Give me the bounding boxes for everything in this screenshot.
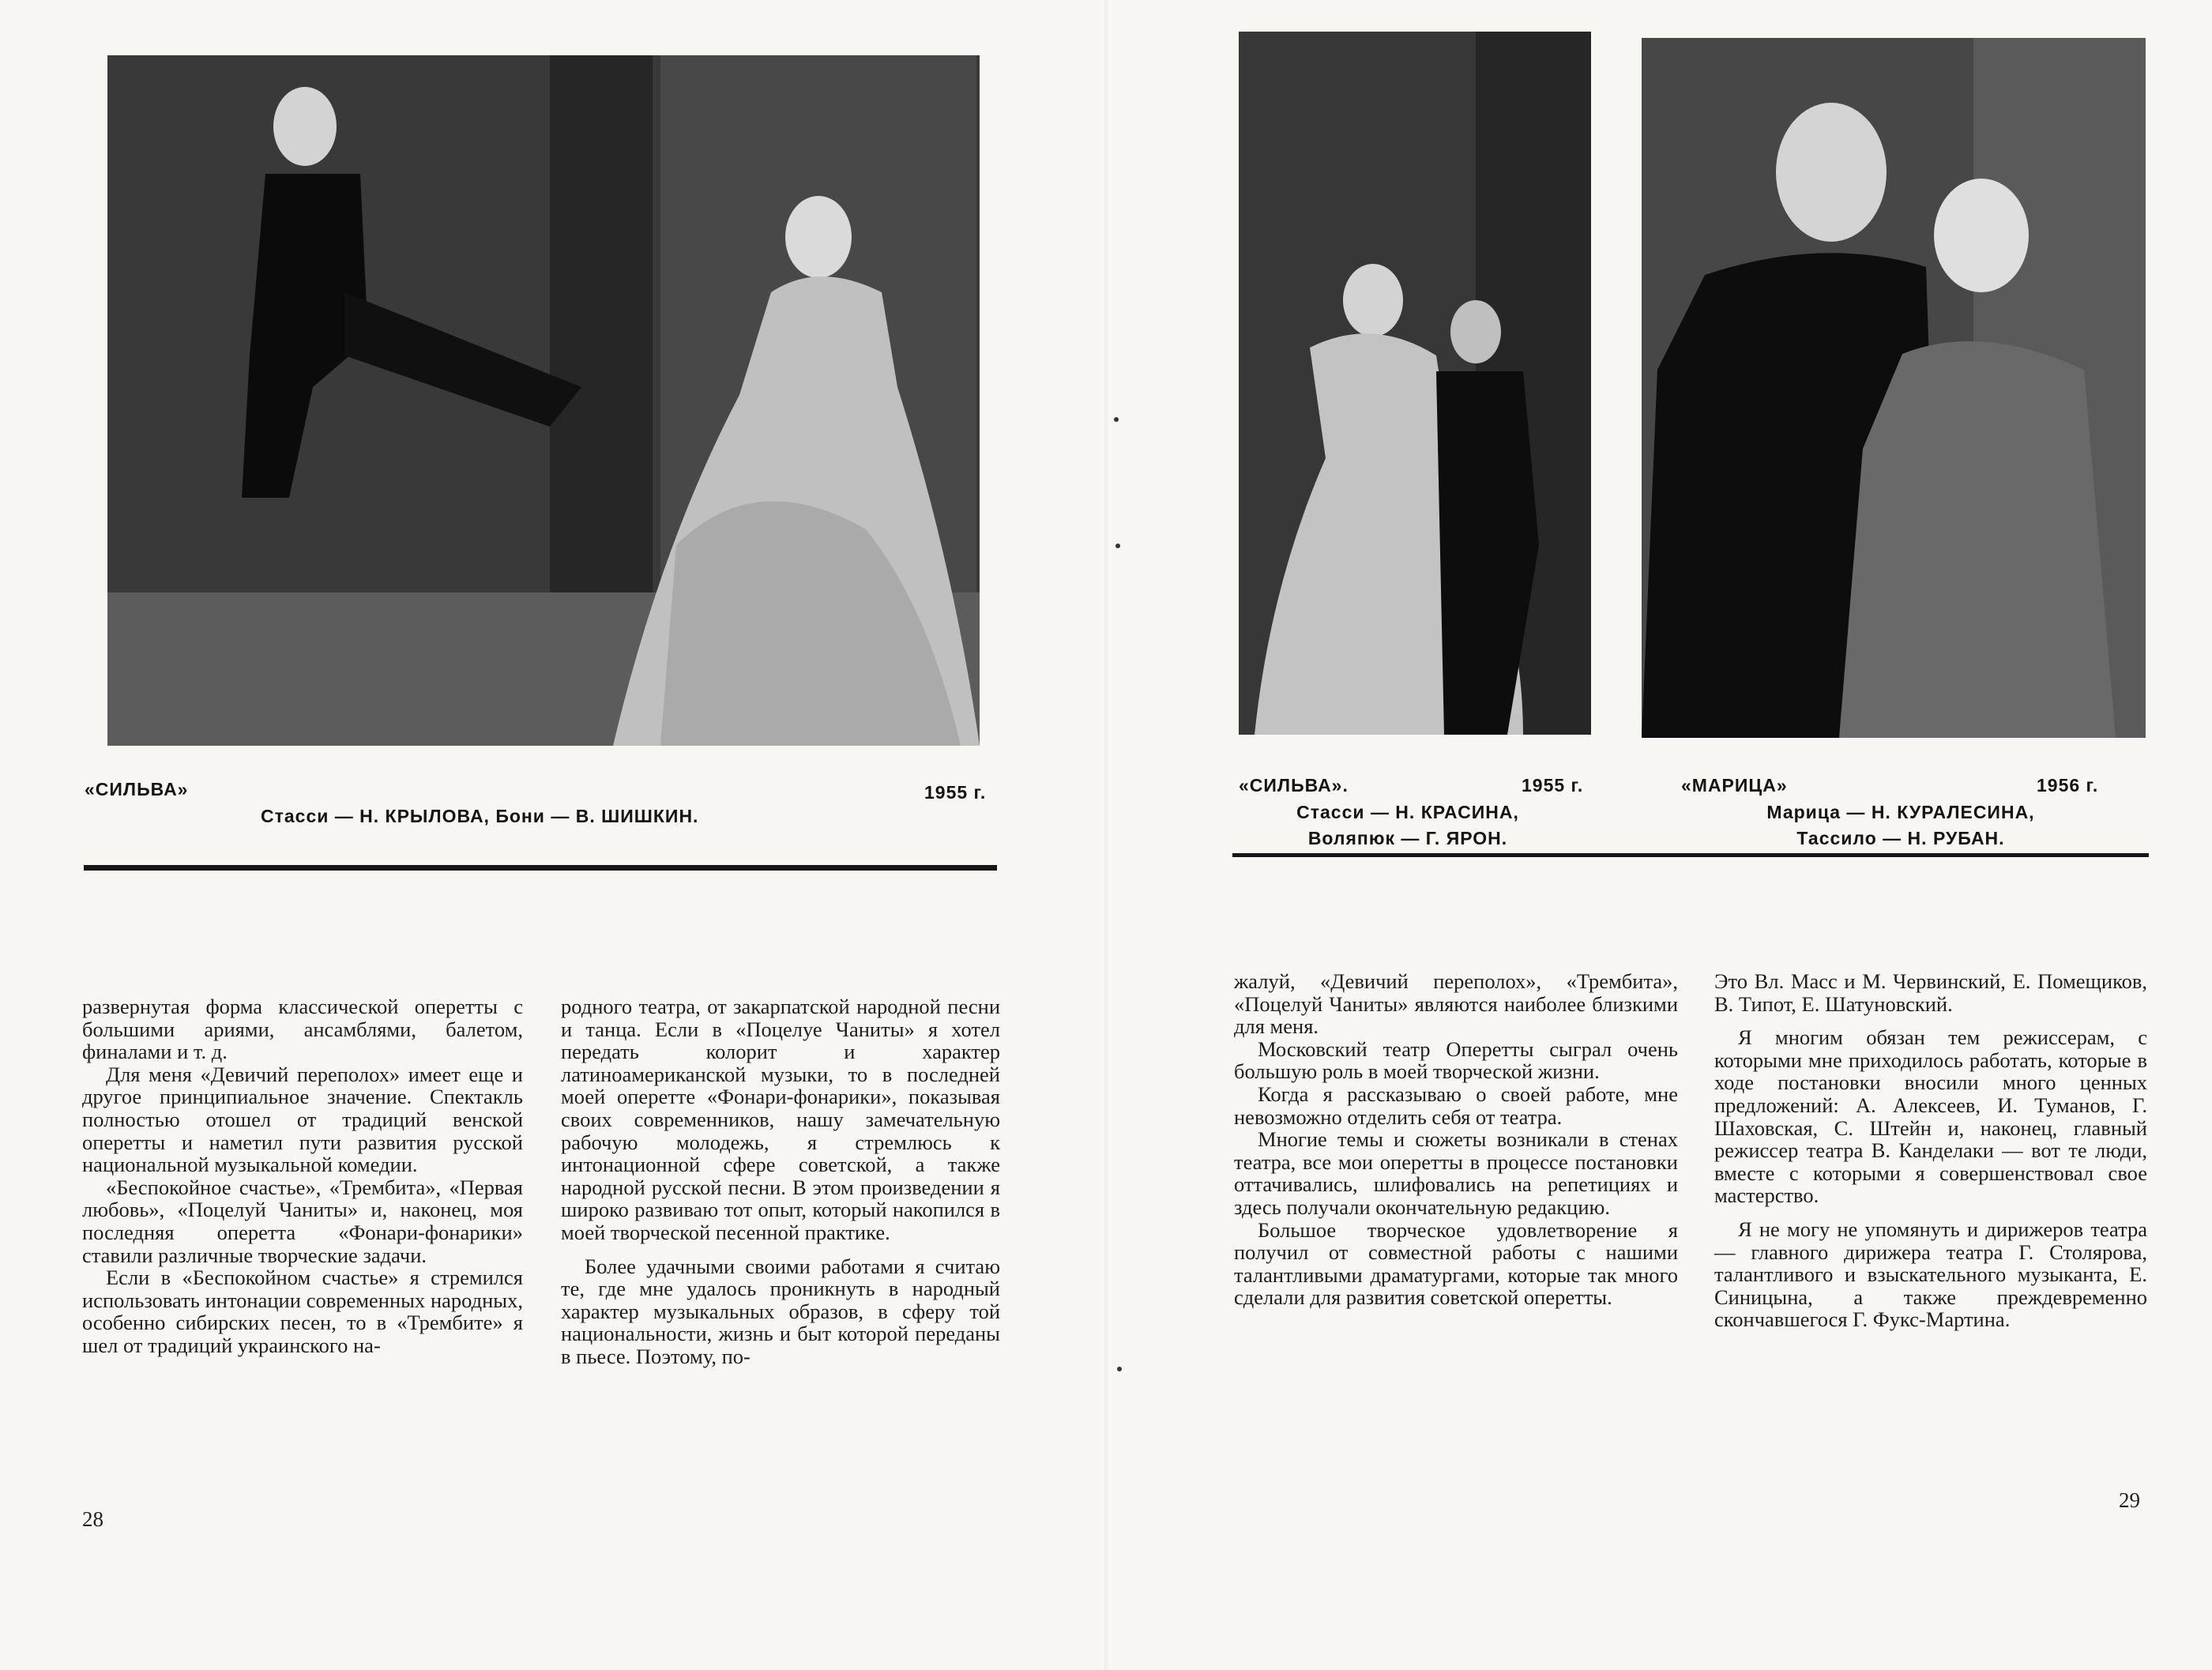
caption-year: 1955 г. xyxy=(924,782,987,803)
print-speck xyxy=(1114,417,1119,422)
caption2-title: «МАРИЦА» xyxy=(1681,775,1788,796)
caption2-year: 1956 г. xyxy=(2037,775,2099,796)
paragraph: Московский театр Оперетты сыграл очень большую роль в моей творческой жизни. xyxy=(1234,1036,1678,1084)
caption-cast: Стасси — Н. КРЫЛОВА, Бони — В. ШИШКИН. xyxy=(261,806,699,826)
paragraph: развернутая форма классической оперетты с большими ариями, ансамблями, балетом, финалами и т. д. xyxy=(82,995,523,1064)
photo-silva-krylova-shishkin xyxy=(107,55,980,746)
paragraph: Большое творческое удовлетворение я получил от совместной работы с нашими талантливыми драматургами, которые так много сделали для развития советской оперетты. xyxy=(1234,1217,1678,1310)
page-number-right: 29 xyxy=(2119,1488,2140,1512)
paragraph: Когда я рассказываю о своей работе, мне невозможно отделить себя от театра. xyxy=(1234,1081,1678,1129)
paragraph: жалуй, «Девичий переполох», «Трембита», «Поцелуй Чаниты» являются наиболее близкими для меня. xyxy=(1234,969,1678,1039)
paragraph: Это Вл. Масс и М. Червинский, Е. Помещиков, В. Типот, Е. Шатуновский. xyxy=(1714,969,2147,1016)
paragraph: Я многим обязан тем режиссерам, с которыми мне приходилось работать, которые в ходе постановки вносили много ценных предложений: А. Алексеев, И. Туманов, Г. Шаховская, С. Штейн и, наконец, главный режиссер театра В. Канделаки — вот те люди, вместе с которыми я совершенствовал свое мастерство. xyxy=(1714,1025,2147,1208)
caption1-title: «СИЛЬВА». xyxy=(1239,775,1349,796)
caption1-year: 1955 г. xyxy=(1522,775,1584,796)
right-text-column-2 xyxy=(1714,970,2147,1331)
caption1-cast: Стасси — Н. КРАСИНА, Воляпюк — Г. ЯРОН. xyxy=(1296,802,1519,848)
left-text-column-1 xyxy=(82,995,523,1357)
book-fold xyxy=(1104,0,1108,1670)
paragraph: родного театра, от закарпатской народной песни и танца. Если в «Поцелуе Чаниты» я хотел передать колорит и характер латиноамериканской музыки, то в последней моей оперетте «Фонари-фонарики», показывая своих современников, нашу замечательную рабочую молодежь, я стремлюсь к интонационной сфере советской, а также народной русской песни. В этом произведении я широко развиваю тот опыт, который накопился в моей творческой песенной практике. xyxy=(561,995,1000,1244)
right-text-column-1 xyxy=(1234,970,1678,1309)
paragraph: Для меня «Девичий переполох» имеет еще и другое принципиальное значение. Спектакль полностью отошел от традиций венской оперетты и наметил пути развития русской национальной музыкальной комедии. xyxy=(82,1062,523,1177)
print-speck xyxy=(1115,544,1120,548)
paragraph: Более удачными своими работами я считаю те, где мне удалось проникнуть в народный характер музыкальных образов, в сферу той национальности, жизнь и быт которой переданы в пьесе. Поэтому, по- xyxy=(561,1254,1000,1368)
paragraph: Многие темы и сюжеты возникали в стенах театра, все мои оперетты в процессе постановки оттачивались, шлифовались на репетициях и здесь получали окончательную редакцию. xyxy=(1234,1127,1678,1219)
photo-maritsa-kuralesina-ruban xyxy=(1642,38,2146,738)
caption-rule-right xyxy=(1232,853,2149,857)
paragraph: Если в «Беспокойном счастье» я стремился использовать интонации современных народных, особенно сибирских песен, то в «Трембите» я шел от традиций украинского на- xyxy=(82,1266,523,1357)
paragraph: «Беспокойное счастье», «Трембита», «Первая любовь», «Поцелуй Чаниты» и, наконец, моя последняя оперетта «Фонари-фонарики» ставили различные творческие задачи. xyxy=(82,1175,523,1267)
caption-title: «СИЛЬВА» xyxy=(85,779,189,799)
paragraph: Я не могу не упомянуть и дирижеров театра — главного дирижера театра Г. Столярова, талантливого и взыскательного музыканта, Е. Синицына, а также преждевременно скончавшегося Г. Фукс-Мартина. xyxy=(1714,1217,2147,1332)
photo-silva-krasina-yaron xyxy=(1239,32,1591,735)
caption-rule xyxy=(84,865,997,871)
left-text-column-2 xyxy=(561,995,1000,1368)
print-speck xyxy=(1117,1367,1122,1371)
caption2-cast: Марица — Н. КУРАЛЕСИНА, Тассило — Н. РУБАН. xyxy=(1766,802,2035,848)
page-number-left: 28 xyxy=(82,1507,103,1531)
